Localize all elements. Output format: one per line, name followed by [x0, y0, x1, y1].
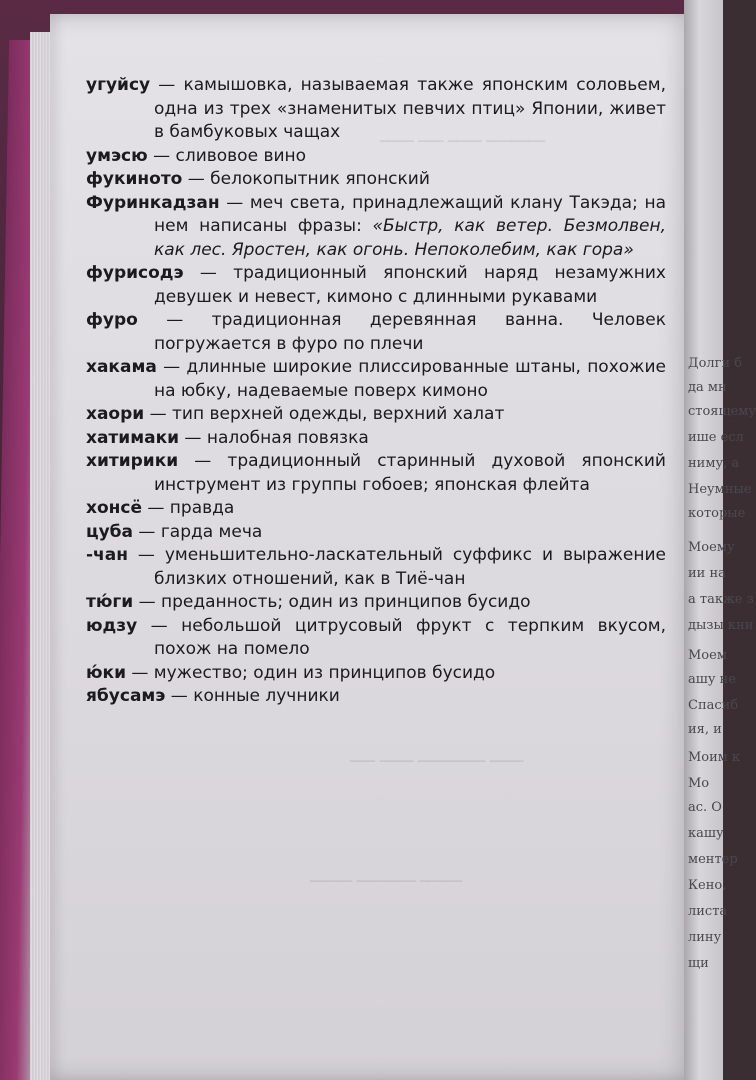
bleed-through-text: ──── ──────── ──── ─── [350, 754, 524, 770]
entry-quote: «Быстр, как ветер. Безмолвен, как лес. Яростен, как огонь. Непоколебим, как гора» [154, 216, 666, 260]
entry-term: хаори [86, 404, 145, 424]
next-page-fragment: лину [688, 930, 722, 945]
glossary-entry [86, 427, 666, 451]
entry-term: -чан [86, 545, 128, 565]
entry-term: цуба [86, 521, 134, 542]
entry-definition: — сливовое вино [147, 145, 307, 166]
next-page-fragment: ише есл [688, 430, 744, 445]
entry-term: хитирики [86, 451, 179, 471]
next-page-edge [684, 0, 756, 1080]
glossary-entry [86, 591, 666, 615]
entry-definition: — конные лучники [165, 686, 340, 706]
entry-term: угуйсу [86, 75, 151, 95]
entry-term: ябусамэ [86, 686, 166, 706]
entry-term: хатимаки [86, 427, 180, 448]
next-page-fragment: ас. О [688, 800, 722, 815]
next-page-fragment: ашу не [688, 672, 736, 687]
entry-term: хакама [86, 357, 157, 377]
next-page-fragment: дызы кни [688, 618, 754, 633]
glossary-entry [86, 615, 666, 662]
entry-definition: — меч света, принадлежащий клану Такэда; на нем написаны фразы: [154, 192, 666, 236]
glossary-entry [86, 544, 666, 591]
next-page-fragment: стоящему [688, 404, 756, 419]
next-page-fragment: ии на [688, 566, 726, 581]
entry-definition: — камышовка, называемая также японским соловьем, одна из трех «знаменитых певчих птиц» Японии, живет в бамбуковых чащах [150, 75, 666, 142]
entry-definition: — небольшой цитрусовый фрукт с терпким вкусом, похож на помело [137, 615, 666, 659]
next-page-fragment: Моему [688, 540, 735, 555]
next-page-fragment: листа [688, 904, 728, 919]
entry-definition: — длинные широкие плиссированные штаны, похожие на юбку, надеваемые поверх кимоно [154, 357, 666, 401]
glossary-entry [86, 521, 666, 545]
next-page-fragment: щи [688, 956, 709, 971]
entry-term: юдзу [86, 615, 138, 636]
glossary-entry [86, 497, 666, 521]
glossary-entry [86, 262, 666, 309]
entry-term: тю́ги [86, 592, 134, 612]
next-page-fragment: ниму, а [688, 456, 740, 471]
bleed-through-text: ───── ─────── ───── [310, 874, 463, 890]
glossary-entry [86, 356, 666, 403]
entry-term: ю́ки [86, 662, 126, 683]
next-page-fragment: которые [688, 506, 746, 521]
next-page-fragment: Неумные [688, 482, 752, 497]
entry-definition: — правда [142, 498, 235, 518]
entry-term: умэсю [86, 145, 148, 166]
glossary-entry [86, 662, 666, 686]
glossary-entry [86, 192, 666, 263]
glossary-entries [86, 74, 666, 709]
next-page-fragment: ментер [688, 852, 738, 867]
glossary-entry [86, 168, 666, 192]
entry-definition: — традиционный японский наряд незамужних девушек и невест, кимоно с длинными рукавами [154, 263, 666, 307]
entry-term: фурисодэ [86, 263, 184, 283]
entry-definition: — мужество; один из принципов бусидо [125, 662, 496, 683]
next-page-fragment: да мн [688, 380, 727, 395]
entry-term: Фуринкадзан [86, 192, 220, 213]
entry-definition: — белокопытник японский [182, 169, 430, 189]
next-page-fragment: а также з [688, 592, 754, 607]
glossary-entry [86, 74, 666, 145]
entry-definition: — уменьшительно-ласкательный суффикс и выражение близких отношений, как в Тиё-чан [127, 545, 666, 589]
next-page-fragment: Кено, [688, 878, 727, 893]
entry-definition: — традиционный старинный духовой японский инструмент из группы гобоев; японская флейта [154, 451, 666, 495]
entry-term: фукиното [86, 169, 183, 189]
glossary-entry [86, 450, 666, 497]
next-page-fragment: Моим к [688, 750, 741, 765]
next-page-fragment: Мо [688, 776, 710, 791]
bleed-through-text: ─────── ──── ─── ──── [380, 134, 546, 150]
entry-definition: — традиционная деревянная ванна. Человек погружается в фуро по плечи [137, 310, 666, 354]
entry-definition: — тип верхней одежды, верхний халат [144, 404, 505, 424]
next-page-fragment: ия, и [688, 722, 722, 737]
glossary-entry [86, 685, 666, 709]
glossary-entry [86, 145, 666, 169]
entry-definition: — налобная повязка [179, 427, 369, 448]
entry-term: хонсё [86, 498, 142, 518]
entry-definition: — преданность; один из принципов бусидо [133, 592, 531, 612]
entry-term: фуро [86, 310, 138, 330]
next-page-fragment: Долги б [688, 356, 743, 371]
glossary-entry [86, 403, 666, 427]
next-page-fragment: Моем [688, 648, 727, 663]
next-page-fragment: Спасиб [688, 698, 739, 713]
entry-definition: — гарда меча [133, 521, 263, 542]
glossary-entry [86, 309, 666, 356]
next-page-fragment: кашу [688, 826, 724, 841]
